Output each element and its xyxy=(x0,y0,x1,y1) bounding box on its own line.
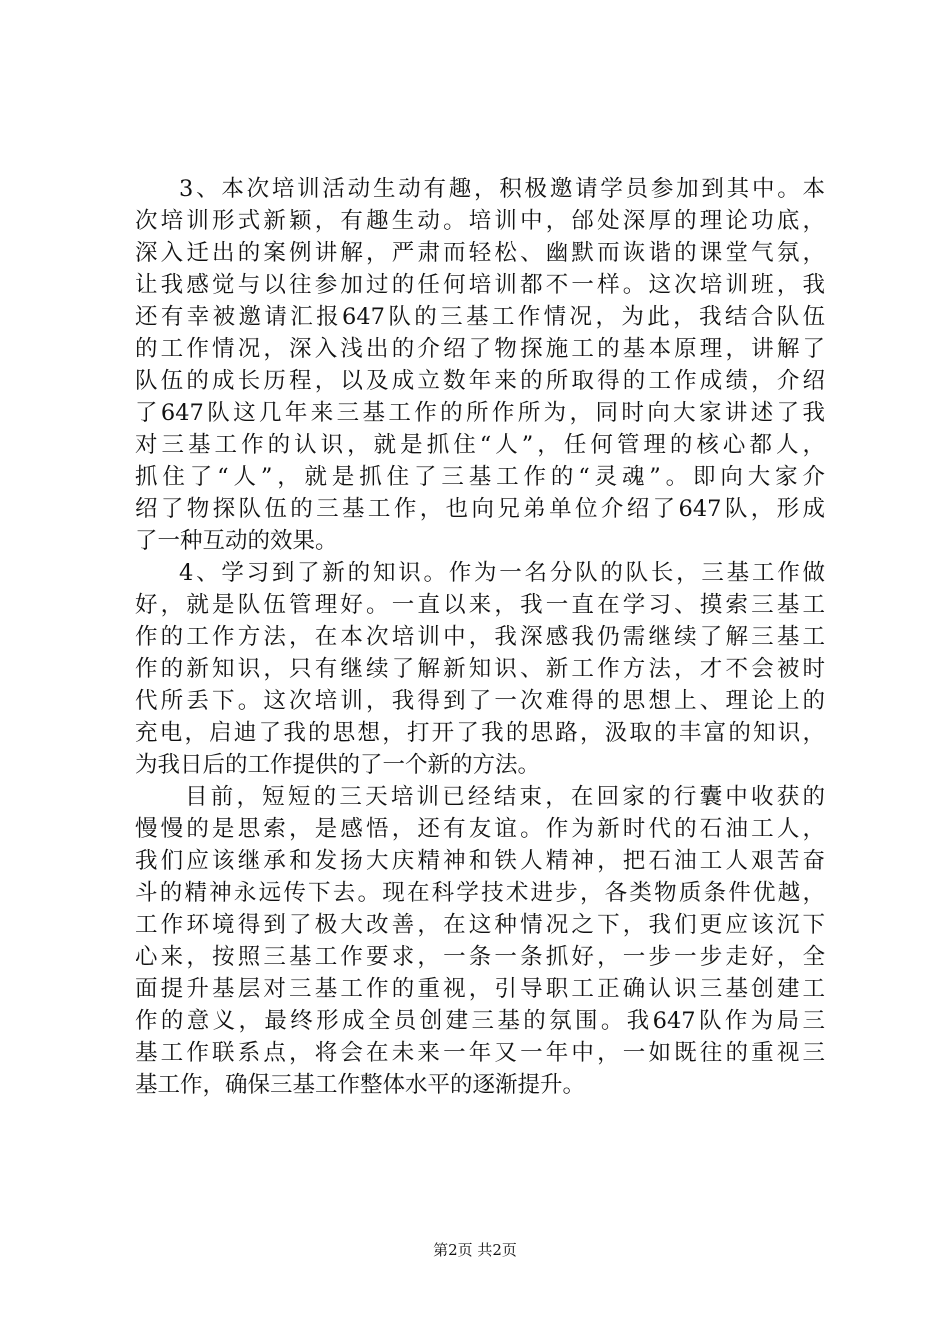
text-line: 4、学习到了新的知识。作为一名分队的队长，三基工作做 xyxy=(179,560,825,586)
paragraph-1 xyxy=(135,173,825,557)
text-line: 次培训形式新颖，有趣生动。培训中，邰处深厚的理论功底， xyxy=(135,208,825,234)
text-line: 为我日后的工作提供的了一个新的方法。 xyxy=(135,752,541,778)
text-line: 队伍的成长历程，以及成立数年来的所取得的工作成绩，介绍 xyxy=(135,368,825,394)
text-line: 斗的精神永远传下去。现在科学技术进步，各类物质条件优越， xyxy=(135,880,825,906)
text-line: 了一种互动的效果。 xyxy=(135,528,338,554)
text-line: 心来，按照三基工作要求，一条一条抓好，一步一步走好，全 xyxy=(135,944,825,970)
text-line: 对三基工作的认识，就是抓住“人”，任何管理的核心都人， xyxy=(135,432,825,458)
text-line: 了647队这几年来三基工作的所作所为，同时向大家讲述了我 xyxy=(135,400,825,426)
text-line: 作的意义，最终形成全员创建三基的氛围。我647队作为局三 xyxy=(135,1008,825,1034)
text-line: 基工作联系点，将会在未来一年又一年中，一如既往的重视三 xyxy=(135,1040,825,1066)
text-line: 作的工作方法，在本次培训中，我深感我仍需继续了解三基工 xyxy=(135,624,825,650)
text-line: 绍了物探队伍的三基工作，也向兄弟单位介绍了647队，形成 xyxy=(135,496,825,522)
text-line: 面提升基层对三基工作的重视，引导职工正确认识三基创建工 xyxy=(135,976,825,1002)
text-line: 代所丢下。这次培训，我得到了一次难得的思想上、理论上的 xyxy=(135,688,825,714)
text-line: 充电，启迪了我的思想，打开了我的思路，汲取的丰富的知识， xyxy=(135,720,825,746)
text-line: 好，就是队伍管理好。一直以来，我一直在学习、摸索三基工 xyxy=(135,592,825,618)
paragraph-2 xyxy=(135,557,825,781)
text-line: 的工作情况，深入浅出的介绍了物探施工的基本原理，讲解了 xyxy=(135,336,825,362)
page-footer: 第2页 共2页 xyxy=(433,1241,517,1259)
text-line: 基工作，确保三基工作整体水平的逐渐提升。 xyxy=(135,1072,586,1098)
paragraph-3 xyxy=(135,781,825,1101)
text-line: 我们应该继承和发扬大庆精神和铁人精神，把石油工人艰苦奋 xyxy=(135,848,825,874)
text-line: 工作环境得到了极大改善，在这种情况之下，我们更应该沉下 xyxy=(135,912,825,938)
text-line: 作的新知识，只有继续了解新知识、新工作方法，才不会被时 xyxy=(135,656,825,682)
text-line: 还有幸被邀请汇报647队的三基工作情况，为此，我结合队伍 xyxy=(135,304,825,330)
text-line: 让我感觉与以往参加过的任何培训都不一样。这次培训班，我 xyxy=(135,272,825,298)
text-line: 目前，短短的三天培训已经结束，在回家的行囊中收获的 xyxy=(185,784,825,810)
body-text xyxy=(135,173,825,1101)
text-line: 深入迁出的案例讲解，严肃而轻松、幽默而诙谐的课堂气氛， xyxy=(135,240,825,266)
text-line: 慢慢的是思索，是感悟，还有友谊。作为新时代的石油工人， xyxy=(135,816,825,842)
text-line: 3、本次培训活动生动有趣，积极邀请学员参加到其中。本 xyxy=(179,176,825,202)
text-line: 抓住了“人”，就是抓住了三基工作的“灵魂”。即向大家介 xyxy=(135,464,825,490)
